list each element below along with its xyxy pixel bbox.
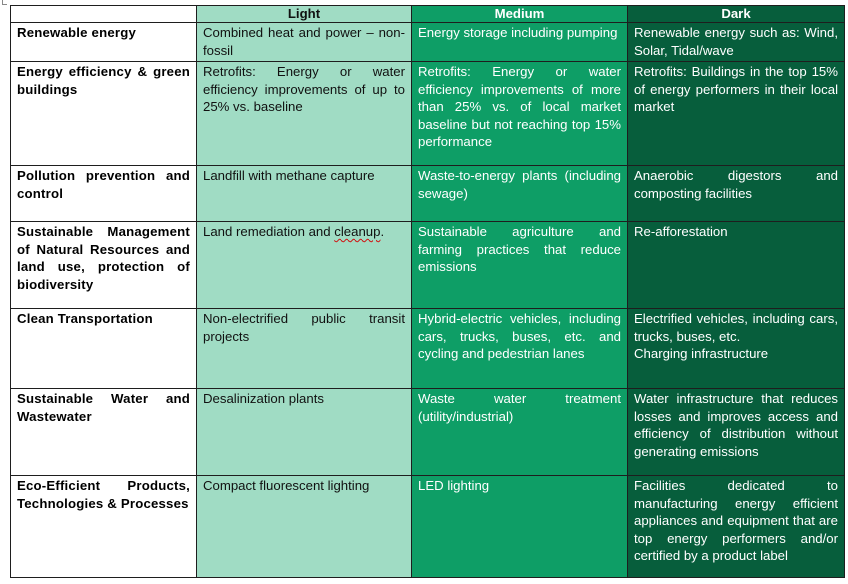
- header-category: [11, 6, 197, 23]
- green-taxonomy-table: [10, 5, 845, 578]
- medium-cell: Waste-to-energy plants (including sewage): [412, 166, 628, 222]
- medium-cell: Sustainable agriculture and farming practices that reduce emissions: [412, 222, 628, 309]
- spellcheck-flagged-word: cleanup: [334, 224, 381, 239]
- dark-cell: Water infrastructure that reduces losses and improves access and efficiency of distribution without generating emissions: [628, 389, 845, 476]
- medium-cell: Energy storage including pumping: [412, 23, 628, 62]
- medium-cell: Hybrid-electric vehicles, including cars, trucks, buses, etc. and cycling and pedestrian lanes: [412, 309, 628, 389]
- row-category: Sustainable Water and Wastewater: [11, 389, 197, 476]
- medium-cell: Waste water treatment (utility/industrial): [412, 389, 628, 476]
- light-cell: Retrofits: Energy or water efficiency improvements of up to 25% vs. baseline: [197, 62, 412, 166]
- dark-cell: Anaerobic digestors and composting facilities: [628, 166, 845, 222]
- dark-cell: [628, 309, 845, 389]
- table-row: [11, 309, 845, 389]
- dark-cell: Renewable energy such as: Wind, Solar, Tidal/wave: [628, 23, 845, 62]
- dark-cell: Facilities dedicated to manufacturing energy efficient appliances and equipment that are top energy performers and/or certified by a product label: [628, 476, 845, 578]
- light-cell-text: Land remediation and: [203, 224, 331, 239]
- table-row: [11, 389, 845, 476]
- dark-cell: Retrofits: Buildings in the top 15% of energy performers in their local market: [628, 62, 845, 166]
- table-row: [11, 23, 845, 62]
- dark-cell: Re-afforestation: [628, 222, 845, 309]
- light-cell-suffix: .: [380, 224, 385, 239]
- header-row: [11, 6, 845, 23]
- medium-cell: Retrofits: Energy or water efficiency improvements of more than 25% vs. of local market baseline but not reaching top 15% performance: [412, 62, 628, 166]
- dark-cell-line: Charging infrastructure: [634, 346, 769, 361]
- row-category: Pollution prevention and control: [11, 166, 197, 222]
- table-row: [11, 166, 845, 222]
- table-row: [11, 222, 845, 309]
- light-cell: Compact fluorescent lighting: [197, 476, 412, 578]
- light-cell: Desalinization plants: [197, 389, 412, 476]
- light-cell: [197, 222, 412, 309]
- table-anchor-mark: [2, 0, 7, 5]
- header-dark: Dark: [628, 6, 845, 23]
- row-category: Clean Transportation: [11, 309, 197, 389]
- row-category: Renewable energy: [11, 23, 197, 62]
- table-row: [11, 476, 845, 578]
- row-category: Sustainable Management of Natural Resources and land use, protection of biodiversity: [11, 222, 197, 309]
- header-medium: Medium: [412, 6, 628, 23]
- table-row: [11, 62, 845, 166]
- light-cell: Non-electrified public transit projects: [197, 309, 412, 389]
- dark-cell-line: Electrified vehicles, including cars, trucks, buses, etc.: [634, 311, 838, 344]
- light-cell: Combined heat and power – non-fossil: [197, 23, 412, 62]
- row-category: Energy efficiency & green buildings: [11, 62, 197, 166]
- row-category: Eco-Efficient Products, Technologies & Processes: [11, 476, 197, 578]
- medium-cell: LED lighting: [412, 476, 628, 578]
- light-cell: Landfill with methane capture: [197, 166, 412, 222]
- header-light: Light: [197, 6, 412, 23]
